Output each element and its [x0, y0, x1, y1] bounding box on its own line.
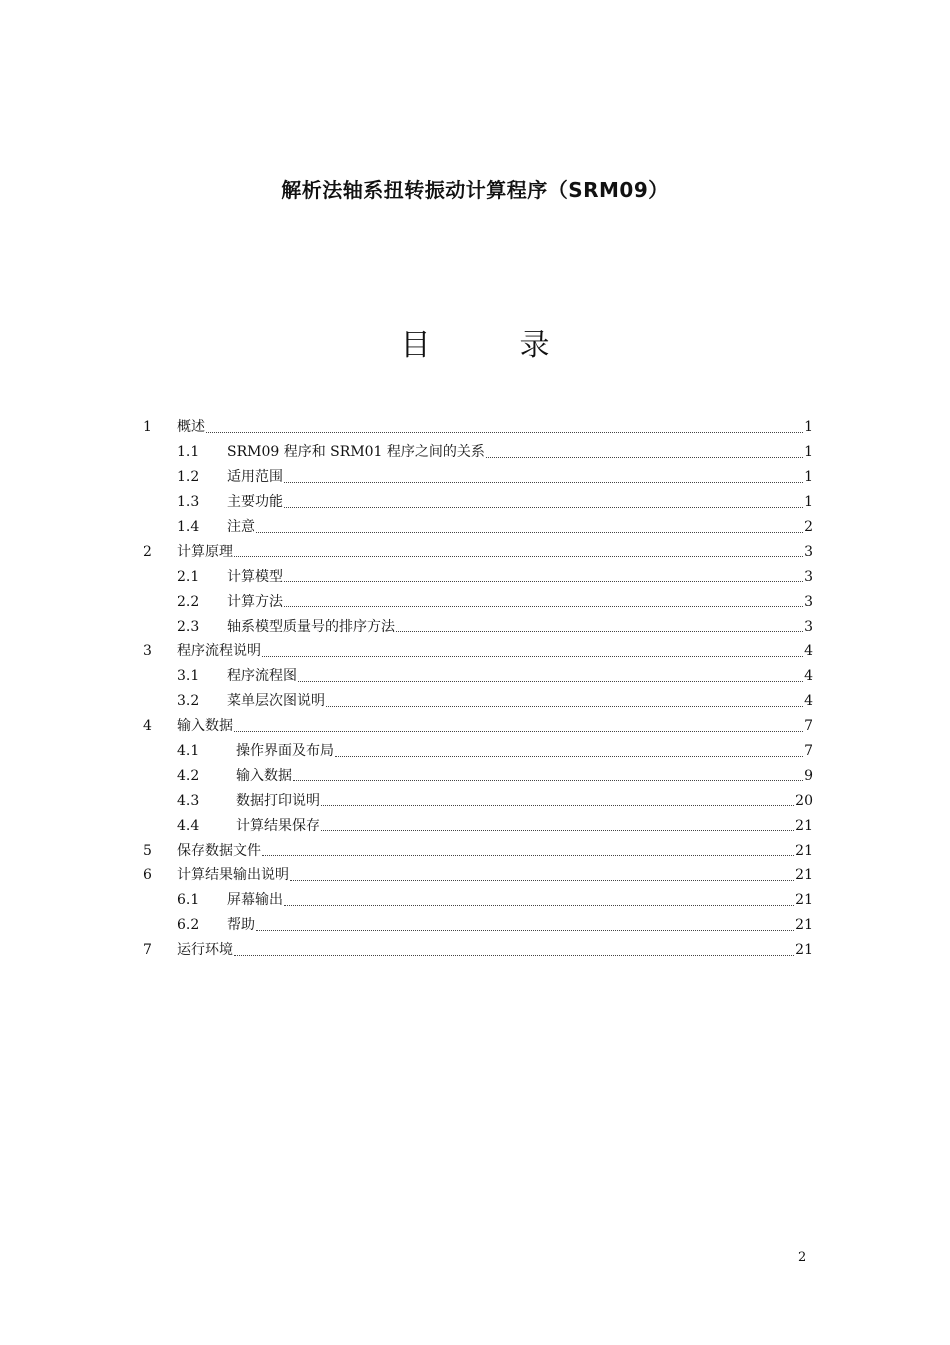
toc-entry[interactable] — [143, 589, 813, 614]
toc-entry-page: 7 — [804, 718, 813, 735]
toc-entry-page: 1 — [804, 444, 813, 461]
toc-entry-page: 21 — [795, 917, 813, 934]
toc-dot-leader — [396, 631, 803, 632]
toc-dot-leader — [234, 731, 803, 732]
toc-entry[interactable] — [143, 440, 813, 465]
toc-entry-page: 3 — [804, 618, 813, 635]
toc-entry-label: 概述 — [177, 419, 205, 436]
toc-entry-page: 21 — [795, 842, 813, 859]
toc-dot-leader — [262, 656, 803, 657]
toc-entry-label: 注意 — [227, 519, 255, 535]
toc-entry-label: 计算原理 — [177, 543, 233, 560]
toc-entry-page: 21 — [795, 817, 813, 834]
toc-dot-leader — [290, 880, 794, 881]
toc-dot-leader — [293, 780, 803, 781]
toc-dot-leader — [284, 507, 803, 508]
toc-entry[interactable] — [143, 490, 813, 515]
toc-entry-label: 主要功能 — [227, 494, 283, 511]
toc-entry[interactable] — [143, 564, 813, 589]
page-number: 2 — [798, 1250, 807, 1265]
toc-dot-leader — [234, 955, 794, 956]
toc-entry-number: 2.3 — [177, 618, 200, 635]
toc-dot-leader — [256, 532, 803, 533]
toc-entry-number: 2 — [143, 543, 152, 560]
toc-dot-leader — [326, 706, 803, 707]
toc-dot-leader — [284, 482, 803, 483]
toc-entry-number: 5 — [143, 842, 152, 859]
toc-entry-page: 3 — [804, 568, 813, 585]
toc-dot-leader — [284, 905, 794, 906]
toc-entry-number: 1.1 — [177, 444, 200, 461]
toc-entry-label: 帮助 — [227, 917, 255, 934]
toc-entry-page: 20 — [795, 792, 813, 809]
toc-entry-label: 程序流程说明 — [177, 643, 261, 660]
toc-entry-label: 计算结果保存 — [236, 817, 320, 834]
toc-entry-page: 7 — [804, 743, 813, 760]
toc-entry[interactable] — [143, 863, 813, 888]
toc-entry-label: 屏幕输出 — [227, 892, 283, 909]
toc-entry-label: 计算模型 — [227, 568, 283, 585]
toc-entry-number: 1.3 — [177, 494, 200, 511]
toc-dot-leader — [206, 432, 803, 433]
toc-entry-page: 1 — [804, 419, 813, 436]
toc-entry[interactable] — [143, 664, 813, 689]
toc-entry-number: 4.4 — [177, 817, 200, 834]
toc-entry-number: 4.1 — [177, 743, 200, 760]
toc-entry[interactable] — [143, 515, 813, 540]
toc-entry[interactable] — [143, 763, 813, 788]
toc-dot-leader — [298, 681, 803, 682]
toc-entry-label: 菜单层次图说明 — [227, 693, 325, 710]
toc-entry[interactable] — [143, 714, 813, 739]
toc-entry-label: 计算结果输出说明 — [177, 867, 289, 884]
toc-entry[interactable] — [143, 415, 813, 440]
toc-heading — [0, 320, 950, 364]
toc-entry-number: 7 — [143, 942, 152, 959]
toc-entry-label: 轴系模型质量号的排序方法 — [227, 618, 395, 635]
toc-entry-number: 2.2 — [177, 593, 200, 610]
toc-entry[interactable] — [143, 938, 813, 963]
toc-entry-page: 3 — [804, 543, 813, 560]
toc-entry[interactable] — [143, 813, 813, 838]
toc-entry-page: 21 — [795, 892, 813, 909]
toc-entry-label: SRM09 程序和 SRM01 程序之间的关系 — [227, 444, 485, 461]
toc-entry-page: 1 — [804, 494, 813, 511]
toc-entry-page: 21 — [795, 867, 813, 884]
toc-entry[interactable] — [143, 614, 813, 639]
toc-dot-leader — [234, 556, 803, 557]
toc-entry-number: 6 — [143, 867, 152, 884]
toc-entry-number: 6.2 — [177, 917, 200, 934]
toc-dot-leader — [256, 930, 794, 931]
toc-entry-number: 6.1 — [177, 892, 200, 909]
toc-dot-leader — [321, 805, 794, 806]
toc-entry-label: 保存数据文件 — [177, 842, 261, 859]
toc-heading-char-2: 录 — [519, 328, 550, 363]
toc-entry[interactable] — [143, 838, 813, 863]
toc-entry-number: 4.2 — [177, 767, 200, 784]
toc-entry-label: 数据打印说明 — [236, 792, 320, 809]
toc-entry-number: 3.2 — [177, 693, 200, 710]
toc-entry-number: 4 — [143, 718, 152, 735]
toc-heading-char-1: 目 — [400, 328, 431, 363]
toc-entry[interactable] — [143, 913, 813, 938]
toc-entry[interactable] — [143, 639, 813, 664]
toc-entry-label: 输入数据 — [236, 767, 292, 784]
toc-entry-page: 3 — [804, 593, 813, 610]
toc-entry-number: 3 — [143, 643, 152, 660]
toc-entry-page: 4 — [804, 668, 813, 685]
toc-dot-leader — [284, 581, 803, 582]
document-title: 解析法轴系扭转振动计算程序（SRM09） — [281, 178, 669, 202]
toc-entry[interactable] — [143, 465, 813, 490]
toc-entry-label: 适用范围 — [227, 469, 283, 486]
toc-entry-label: 操作界面及布局 — [236, 743, 334, 760]
toc-dot-leader — [262, 855, 794, 856]
toc-dot-leader — [486, 457, 803, 458]
toc-dot-leader — [284, 606, 803, 607]
toc-entry-number: 3.1 — [177, 668, 200, 685]
toc-entry-label: 输入数据 — [177, 718, 233, 735]
toc-entry-page: 1 — [804, 469, 813, 486]
toc-entry-page: 4 — [804, 643, 813, 660]
toc-entry-number: 1.4 — [177, 519, 200, 535]
toc-entry-number: 1.2 — [177, 469, 200, 486]
toc-entry-page: 21 — [795, 942, 813, 959]
toc-entry-label: 计算方法 — [227, 593, 283, 610]
toc-dot-leader — [335, 756, 803, 757]
toc-entry[interactable] — [143, 788, 813, 813]
toc-entry-number: 1 — [143, 419, 152, 436]
toc-entry[interactable] — [143, 739, 813, 764]
toc-entry[interactable] — [143, 539, 813, 564]
toc-entry-number: 2.1 — [177, 568, 200, 585]
toc-entry-page: 2 — [804, 519, 813, 535]
toc-entry-page: 9 — [804, 767, 813, 784]
toc-dot-leader — [321, 830, 794, 831]
toc-entry[interactable] — [143, 689, 813, 714]
toc-entry-page: 4 — [804, 693, 813, 710]
toc-entry[interactable] — [143, 888, 813, 913]
table-of-contents — [143, 415, 813, 963]
toc-entry-label: 程序流程图 — [227, 668, 297, 685]
toc-entry-number: 4.3 — [177, 792, 200, 809]
toc-entry-label: 运行环境 — [177, 942, 233, 959]
